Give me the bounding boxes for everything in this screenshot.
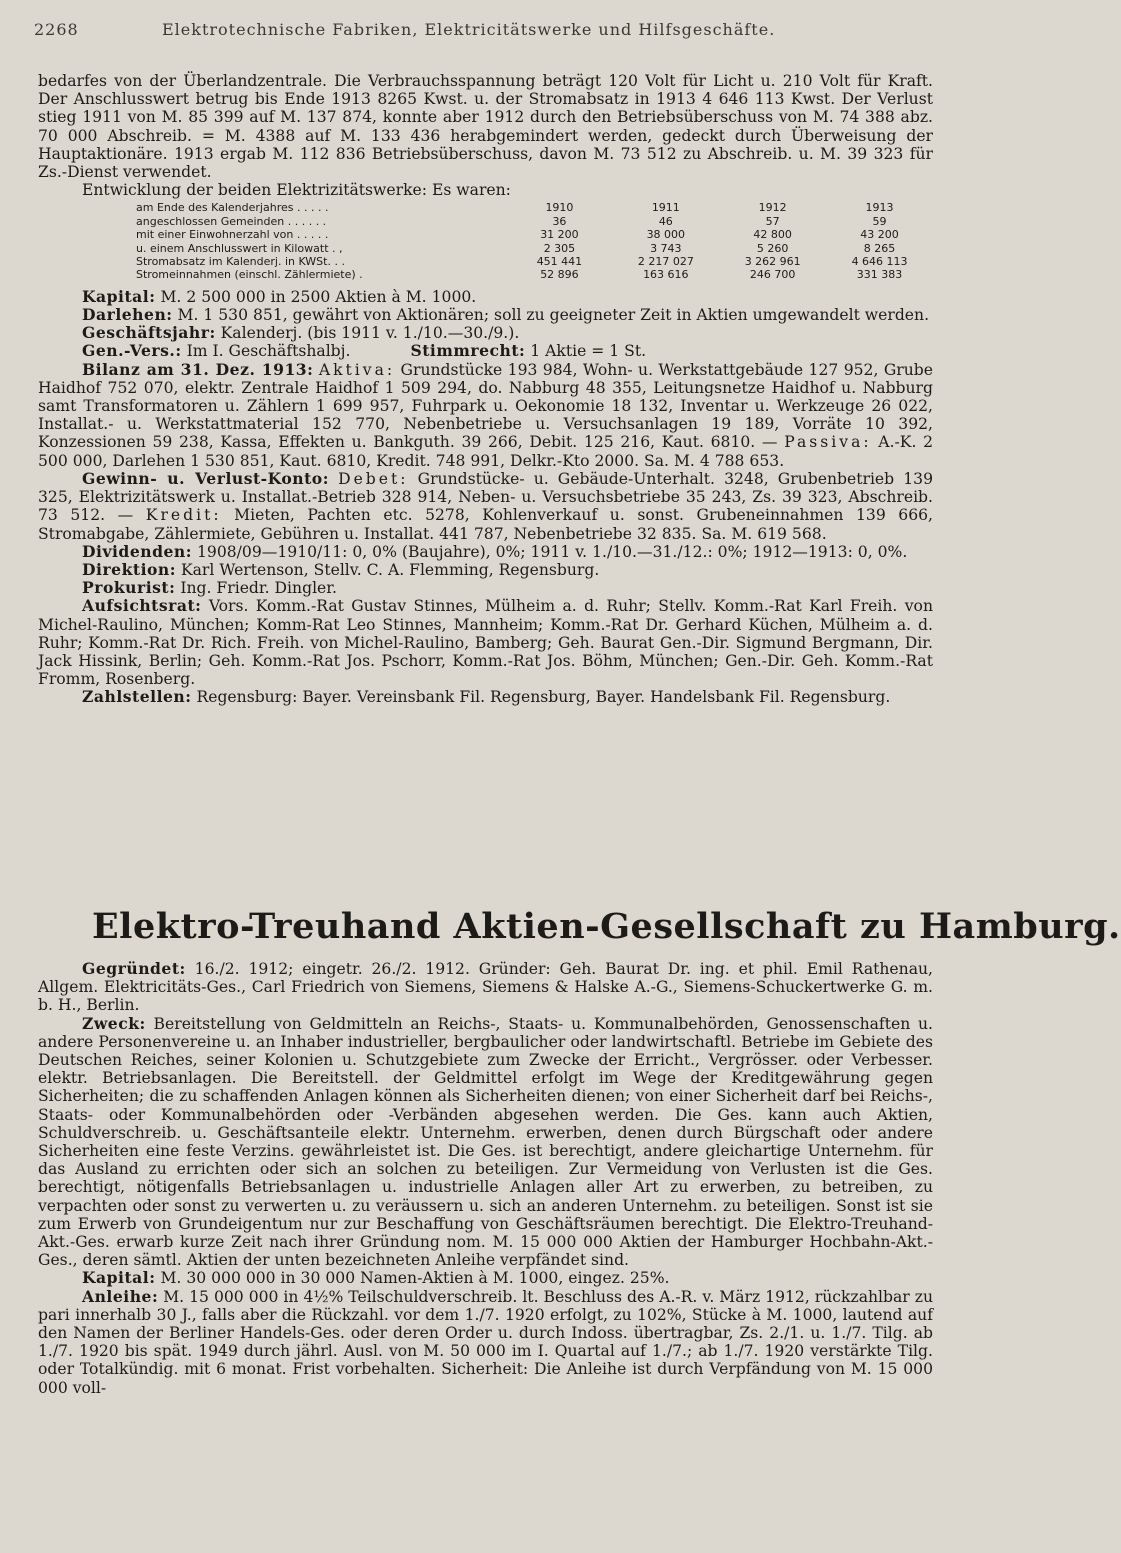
cell: 163 616 — [643, 268, 689, 282]
cell: 3 262 961 — [744, 255, 801, 269]
row-label: Stromeinnahmen (einschl. Zählermiete) . — [136, 268, 363, 282]
entry-label: Kapital: — [82, 1268, 156, 1288]
cell: 5 260 — [756, 241, 789, 255]
table-row — [136, 201, 933, 214]
entry-geschaeftsjahr — [38, 324, 933, 342]
cell: 451 441 — [536, 255, 583, 269]
entry-text: Vors. Komm.-Rat Gustav Stinnes, Mülheim a. d. Ruhr; Stellv. Komm.-Rat Karl Freih. von Michel-Raulino, München; Komm-Rat Leo Stinnes, Mannheim; Komm.-Rat Dr. Gerhard Küchen, Mülheim a. d. Ruhr; Komm.-Rat Dr. Rich. Freih. von Michel-Raulino, Bamberg; Geh. Baurat Gen.-Dir. Sigmund Bergmann, Dir. Jack Hissink, Berlin; Geh. Komm.-Rat Jos. Pschorr, Komm.-Rat Jos. Böhm, München; Gen.-Dir. Geh. Komm.-Rat Fromm, Rosenberg. — [38, 597, 933, 689]
table-row — [136, 255, 933, 268]
page-number: 2268 — [34, 20, 79, 39]
entry-zahlstellen — [38, 688, 933, 706]
cell: 42 800 — [753, 228, 792, 242]
kredit-word: Kredit: — [145, 506, 222, 525]
cell: 3 743 — [650, 241, 682, 255]
cell: 57 — [765, 214, 780, 228]
entry-label: Prokurist: — [82, 578, 176, 598]
intro-paragraph: bedarfes von der Überlandzentrale. Die Verbrauchsspannung beträgt 120 Volt für Licht u. 210 Volt für Kraft. Der Anschlusswert betrug bis Ende 1913 8265 Kwst. u. der Stromabsatz in 1913 4 646 113 Kwst. Der Verlust stieg 1911 von M. 85 399 auf M. 137 874, konnte aber 1912 durch den Betriebsüberschuss von M. 74 388 abz. 70 000 Abschreib. = M. 4388 auf M. 133 436 herabgemindert werden, gedeckt durch Überweisung der Hauptaktionäre. 1913 ergab M. 112 836 Betriebsüberschuss, davon M. 73 512 zu Abschreib. u. M. 39 323 für Zs.-Dienst verwendet. — [38, 72, 933, 182]
entry-gewinn — [38, 470, 933, 543]
entry-label: Dividenden: — [82, 541, 193, 561]
entry-prokurist — [38, 579, 933, 597]
entry-text: M. 15 000 000 in 4½% Teilschuldverschreib. lt. Beschluss des A.-R. v. März 1912, rückzahlbar zu pari innerhalb 30 J., falls aber die Rückzahl. vor dem 1./7. 1920 erfolgt, zu 102%, Stücke à M. 1000, lautend auf den Namen der Berliner Handels-Ges. oder deren Order u. durch Indoss. übertragbar, Zs. 2./1. u. 1./7. Tilg. ab 1./7. 1920 bis spät. 1949 durch jährl. Ausl. von M. 50 000 im I. Quartal auf 1./7.; ab 1./7. 1920 verstärkte Tilg. oder Totalkündig. mit 6 monat. Frist vorbehalten. Sicherheit: Die Anleihe ist durch Verpfändung von M. 15 000 000 voll- — [38, 1287, 933, 1397]
cell: 46 — [658, 214, 673, 228]
entry-gegruendet — [38, 960, 933, 1015]
entry-label: Zahlstellen: — [82, 687, 192, 707]
development-table — [136, 201, 933, 281]
entry-label: Kapital: — [82, 286, 156, 306]
entry-dividenden — [38, 543, 933, 561]
entry-label: Stimmrecht: — [410, 341, 526, 361]
cell: 1911 — [651, 201, 680, 215]
row-label: angeschlossen Gemeinden . . . . . . — [136, 214, 327, 228]
entry-label: Gegründet: — [82, 959, 186, 978]
cell: 246 700 — [749, 268, 796, 282]
entry-text: 1908/09—1910/11: 0, 0% (Baujahre), 0%; 1911 v. 1./10.—31./12.: 0%; 1912—1913: 0, 0%. — [192, 542, 908, 561]
aktiva-text: Grundstücke 193 984, Wohn- u. Werkstattgebäude 127 952, Grube Haidhof 752 070, elektr. Zentrale Haidhof 1 509 294, do. Nabburg 48 355, Leitungsnetze Haidhof u. Nabburg samt Transformatoren u. Zählern 1 699 957, Fuhrpark u. Oekonomie 18 132, Inventar u. Werkzeuge 26 022, Installat.- u. Werkstattmaterial 152 770, Nebenbetriebe u. Versuchsanlagen 19 189, Vorräte 10 392, Konzessionen 59 238, Kassa, Effekten u. Bankguth. 39 266, Debit. 125 216, Kaut. 6810. — — [38, 360, 933, 452]
cell: 1912 — [758, 201, 787, 215]
running-title: Elektrotechnische Fabriken, Elektricitätswerke und Hilfsgeschäfte. — [162, 20, 776, 39]
company-heading: Elektro-Treuhand Aktien-Gesellschaft zu Hamburg. — [92, 906, 1121, 947]
entry-text: Regensburg: Bayer. Vereinsbank Fil. Regensburg, Bayer. Handelsbank Fil. Regensburg. — [191, 688, 891, 707]
entry-text: 1 Aktie = 1 St. — [525, 342, 647, 361]
cell: 43 200 — [860, 228, 899, 242]
entry-gen-vers — [38, 342, 933, 360]
cell: 2 217 027 — [637, 255, 694, 269]
cell: 59 — [872, 214, 887, 228]
entry-text: M. 30 000 000 in 30 000 Namen-Aktien à M. 1000, eingez. 25%. — [155, 1269, 670, 1288]
aktiva-word: Aktiva: — [318, 360, 396, 379]
row-label: Stromabsatz im Kalenderj. in KWSt. . . — [136, 255, 345, 269]
passiva-word: Passiva: — [784, 433, 872, 452]
debet-word: Debet: — [338, 469, 409, 488]
entry-text: Bereitstellung von Geldmitteln an Reichs-, Staats- u. Kommunalbehörden, Genossenschaften u. andere Personenvereine u. an Inhaber industrieller, bergbaulicher oder landwirtschaftl. Betriebe im Gebiete des Deutschen Reiches, seiner Kolonien u. Schutzgebiete zum Zwecke der Erricht., Vergrösser. oder Verbesser. elektr. Betriebsanlagen. Die Bereitstell. der Geldmittel erfolgt im Wege der Kreditgewährung gegen Sicherheiten; die zu schaffenden Anlagen können als Sicherheiten dienen; von einer Sicherheit darf bei Reichs-, Staats- oder Kommunalbehörden oder -Verbänden abgesehen werden. Die Ges. kann auch Aktien, Schuldverschreib. u. Geschäftsanteile elektr. Unternehm. erwerben, denen durch Bürgschaft oder andere Sicherheiten eine feste Verzins. gewährleistet ist. Die Ges. ist berechtigt, andere gleichartige Unternehm. für das Ausland zu errichten oder sich an solchen zu beteiligen. Zur Vermeidung von Verlusten ist die Ges. berechtigt, nötigenfalls Betriebsanlagen u. industrielle Anlagen aller Art zu erwerben, zu betreiben, zu verpachten oder sonst zu verwerten u. zu veräussern u. sich an anderen Unternehm. zu beteiligen. Sonst ist sie zum Erwerb von Grundeigentum nur zur Beschaffung von Geschäftsräumen berechtigt. Die Elektro-Treuhand-Akt.-Ges. erwarb kurze Zeit nach ihrer Gründung nom. M. 15 000 000 Aktien der Hamburger Hochbahn-Akt.-Ges., deren sämtl. Aktien der unten bezeichneten Anleihe verpfändet sind. — [38, 1014, 933, 1270]
cell: 8 265 — [863, 241, 896, 255]
cell: 4 646 113 — [851, 255, 908, 269]
entry-text: Karl Wertenson, Stellv. C. A. Flemming, Regensburg. — [176, 560, 600, 579]
cell: 331 383 — [856, 268, 903, 282]
kredit-text: Mieten, Pachten etc. 5278, Kohlenverkauf u. sonst. Grubeneinnahmen 139 666, Stromabgabe, Zählermiete, Gebühren u. Installat. 441 787, Nebenbetriebe 32 835. Sa. M. 619 568. — [38, 506, 934, 543]
row-label: am Ende des Kalenderjahres . . . . . — [136, 201, 329, 215]
entry-label: Aufsichtsrat: — [82, 596, 202, 616]
entry-kapital-2 — [38, 1269, 933, 1287]
entry-text: Ing. Friedr. Dingler. — [175, 579, 337, 598]
cell: 38 000 — [646, 228, 686, 242]
entry-anleihe — [38, 1288, 933, 1397]
entry-text: Kalenderj. (bis 1911 v. 1./10.—30./9.). — [215, 324, 520, 343]
entry-label: Gen.-Vers.: — [82, 341, 182, 361]
entry-text: 16./2. 1912; eingetr. 26./2. 1912. Gründer: Geh. Baurat Dr. ing. et phil. Emil Rathenau, Allgem. Elektricitäts-Ges., Carl Friedrich von Siemens, Siemens & Halske A.-G., Siemens-Schuckertwerke G. m. b. H., Berlin. — [38, 960, 933, 1015]
entry-zweck — [38, 1015, 933, 1270]
cell: 2 305 — [543, 241, 576, 255]
table-row — [136, 242, 933, 255]
development-intro: Entwicklung der beiden Elektrizitätswerke: Es waren: — [82, 181, 511, 200]
entry-label: Gewinn- u. Verlust-Konto: — [82, 468, 329, 488]
entry-text: M. 2 500 000 in 2500 Aktien à M. 1000. — [155, 287, 477, 306]
table-row — [136, 268, 933, 281]
cell: 52 896 — [540, 268, 579, 282]
entry-label: Bilanz am 31. Dez. 1913: — [82, 359, 314, 379]
table-row — [136, 228, 933, 241]
cell: 36 — [552, 214, 567, 228]
running-header — [34, 20, 964, 50]
entry-text: M. 1 530 851, gewährt von Aktionären; soll zu geeigneter Zeit in Aktien umgewandelt werden. — [172, 306, 930, 325]
cell: 31 200 — [540, 228, 579, 242]
entry-label: Geschäftsjahr: — [82, 323, 216, 343]
cell: 1910 — [545, 201, 574, 215]
entry-kapital — [38, 288, 933, 306]
debet-text: Grundstücke- u. Gebäude-Unterhalt. 3248, Grubenbetrieb 139 325, Elektrizitätswerk u. Installat.-Betrieb 328 914, Neben- u. Versuchsbetriebe 35 243, Zs. 39 323, Abschreib. 73 512. — — [38, 469, 934, 525]
entry-darlehen — [38, 306, 933, 324]
entry-label: Anleihe: — [82, 1286, 159, 1306]
entry-aufsichtsrat — [38, 597, 933, 688]
entry-label: Zweck: — [82, 1013, 146, 1033]
entry-direktion — [38, 561, 933, 579]
entry-label: Darlehen: — [82, 305, 173, 325]
entry-text: Im I. Geschäftshalbj. — [181, 342, 351, 361]
previous-company-section — [38, 72, 933, 707]
entry-bilanz — [38, 361, 933, 470]
row-label: u. einem Anschlusswert in Kilowatt . , — [136, 241, 343, 255]
passiva-text: A.-K. 2 500 000, Darlehen 1 530 851, Kaut. 6810, Kredit. 748 991, Delkr.-Kto 2000. Sa. M. 4 788 653. — [38, 433, 933, 470]
row-label: mit einer Einwohnerzahl von . . . . . — [136, 228, 329, 242]
elektro-treuhand-section — [38, 960, 933, 1397]
cell: 1913 — [865, 201, 894, 215]
table-row — [136, 215, 933, 228]
entry-label: Direktion: — [82, 559, 177, 579]
